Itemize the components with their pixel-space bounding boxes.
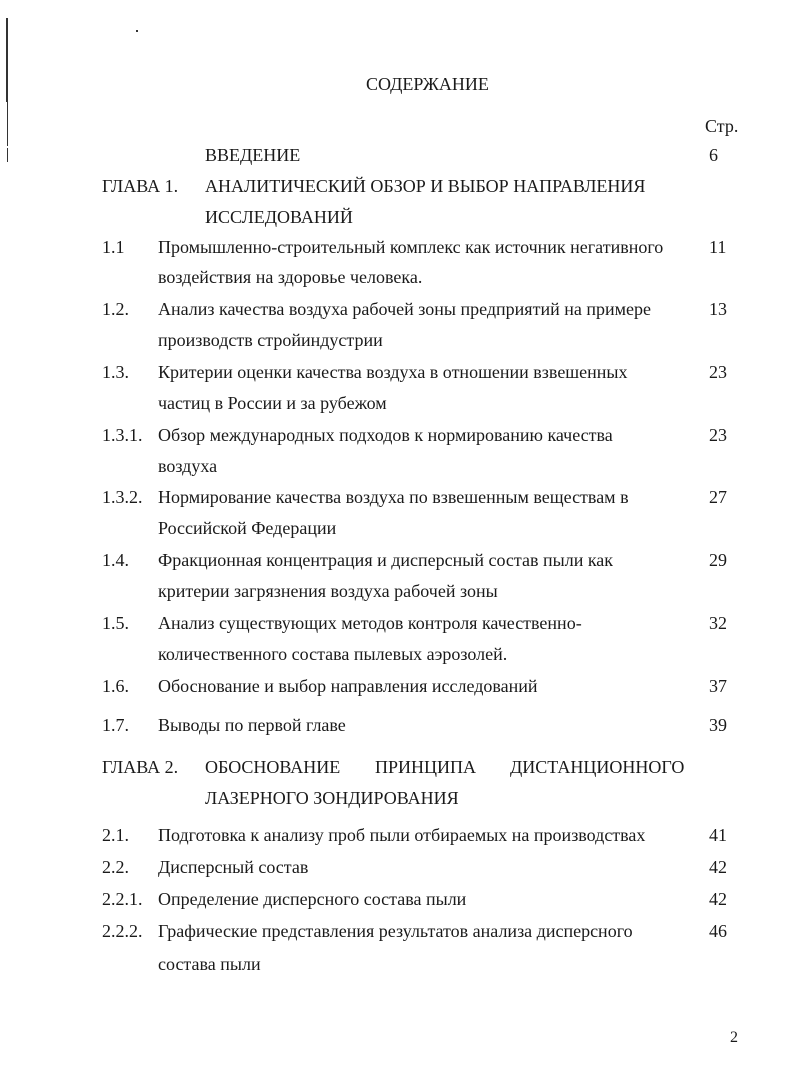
toc-entry-number: 1.4. bbox=[102, 550, 129, 570]
toc-entry-title: Фракционная концентрация и дисперсный состав пыли как bbox=[158, 550, 614, 570]
toc-entry-page: 46 bbox=[709, 921, 727, 941]
toc-entry-page: 13 bbox=[709, 299, 727, 319]
toc-entry-title: Подготовка к анализу проб пыли отбираемых на производствах bbox=[158, 825, 646, 845]
chapter-2-title-word: ОБОСНОВАНИЕ bbox=[205, 757, 341, 777]
toc-entry-page: 42 bbox=[709, 857, 727, 877]
chapter-2-number: ГЛАВА 2. bbox=[102, 757, 179, 777]
toc-entry-title-cont: состава пыли bbox=[158, 954, 261, 974]
toc-entry-page: 32 bbox=[709, 613, 727, 633]
toc-entry-title-cont: критерии загрязнения воздуха рабочей зоны bbox=[158, 581, 498, 601]
toc-entry-page: 41 bbox=[709, 825, 727, 845]
toc-entry-title: Анализ качества воздуха рабочей зоны предприятий на примере bbox=[158, 299, 651, 319]
toc-entry-title-cont: воздействия на здоровье человека. bbox=[158, 267, 423, 287]
toc-intro-label: ВВЕДЕНИЕ bbox=[205, 145, 301, 165]
toc-entry-number: 2.2.2. bbox=[102, 921, 143, 941]
toc-entry-title-cont: частиц в России и за рубежом bbox=[158, 393, 387, 413]
toc-entry-page: 37 bbox=[709, 676, 727, 696]
toc-entry-title: Дисперсный состав bbox=[158, 857, 309, 877]
toc-entry-number: 1.3. bbox=[102, 362, 129, 382]
toc-entry-page: 23 bbox=[709, 425, 727, 445]
chapter-1-title: АНАЛИТИЧЕСКИЙ ОБЗОР И ВЫБОР НАПРАВЛЕНИЯ bbox=[205, 176, 646, 196]
toc-entry-number: 1.5. bbox=[102, 613, 129, 633]
chapter-1-title-cont: ИССЛЕДОВАНИЙ bbox=[205, 207, 353, 227]
toc-entry-page: 39 bbox=[709, 715, 727, 735]
toc-entry-title: Графические представления результатов анализа дисперсного bbox=[158, 921, 633, 941]
page-column-header: Стр. bbox=[705, 116, 739, 136]
scan-mark bbox=[7, 96, 8, 146]
toc-entry-number: 2.1. bbox=[102, 825, 129, 845]
toc-entry-page: 29 bbox=[709, 550, 727, 570]
toc-entry-title: Промышленно-строительный комплекс как источник негативного bbox=[158, 237, 664, 257]
chapter-2-title-word: ДИСТАНЦИОННОГО bbox=[510, 757, 685, 777]
toc-entry-title: Нормирование качества воздуха по взвешенным веществам в bbox=[158, 487, 629, 507]
toc-entry-title-cont: производств стройиндустрии bbox=[158, 330, 383, 350]
toc-entry-title-cont: Российской Федерации bbox=[158, 518, 337, 538]
chapter-2-title-word: ПРИНЦИПА bbox=[375, 757, 477, 777]
chapter-1-number: ГЛАВА 1. bbox=[102, 176, 179, 196]
scan-dot bbox=[136, 30, 138, 32]
toc-entry-number: 2.2.1. bbox=[102, 889, 143, 909]
toc-entry-page: 27 bbox=[709, 487, 727, 507]
toc-entry-page: 23 bbox=[709, 362, 727, 382]
toc-entry-page: 42 bbox=[709, 889, 727, 909]
chapter-2-title-cont: ЛАЗЕРНОГО ЗОНДИРОВАНИЯ bbox=[205, 788, 459, 808]
toc-entry-title-cont: воздуха bbox=[158, 456, 218, 476]
toc-entry-number: 1.3.2. bbox=[102, 487, 143, 507]
page-title: СОДЕРЖАНИЕ bbox=[366, 74, 489, 94]
toc-entry-title: Обзор международных подходов к нормированию качества bbox=[158, 425, 613, 445]
toc-entry-number: 1.2. bbox=[102, 299, 129, 319]
toc-intro-page: 6 bbox=[709, 145, 718, 165]
toc-entry-number: 1.1 bbox=[102, 237, 125, 257]
toc-entry-number: 1.7. bbox=[102, 715, 129, 735]
toc-entry-number: 1.6. bbox=[102, 676, 129, 696]
toc-entry-title: Обоснование и выбор направления исследований bbox=[158, 676, 538, 696]
scan-mark bbox=[7, 148, 8, 162]
toc-entry-title-cont: количественного состава пылевых аэрозолей. bbox=[158, 644, 508, 664]
toc-entry-title: Выводы по первой главе bbox=[158, 715, 346, 735]
toc-entry-title: Критерии оценки качества воздуха в отношении взвешенных bbox=[158, 362, 628, 382]
toc-entry-title: Определение дисперсного состава пыли bbox=[158, 889, 467, 909]
page-number: 2 bbox=[730, 1029, 738, 1046]
toc-entry-title: Анализ существующих методов контроля качественно- bbox=[158, 613, 582, 633]
toc-entry-page: 11 bbox=[709, 237, 727, 257]
toc-entry-number: 2.2. bbox=[102, 857, 129, 877]
toc-entry-number: 1.3.1. bbox=[102, 425, 143, 445]
